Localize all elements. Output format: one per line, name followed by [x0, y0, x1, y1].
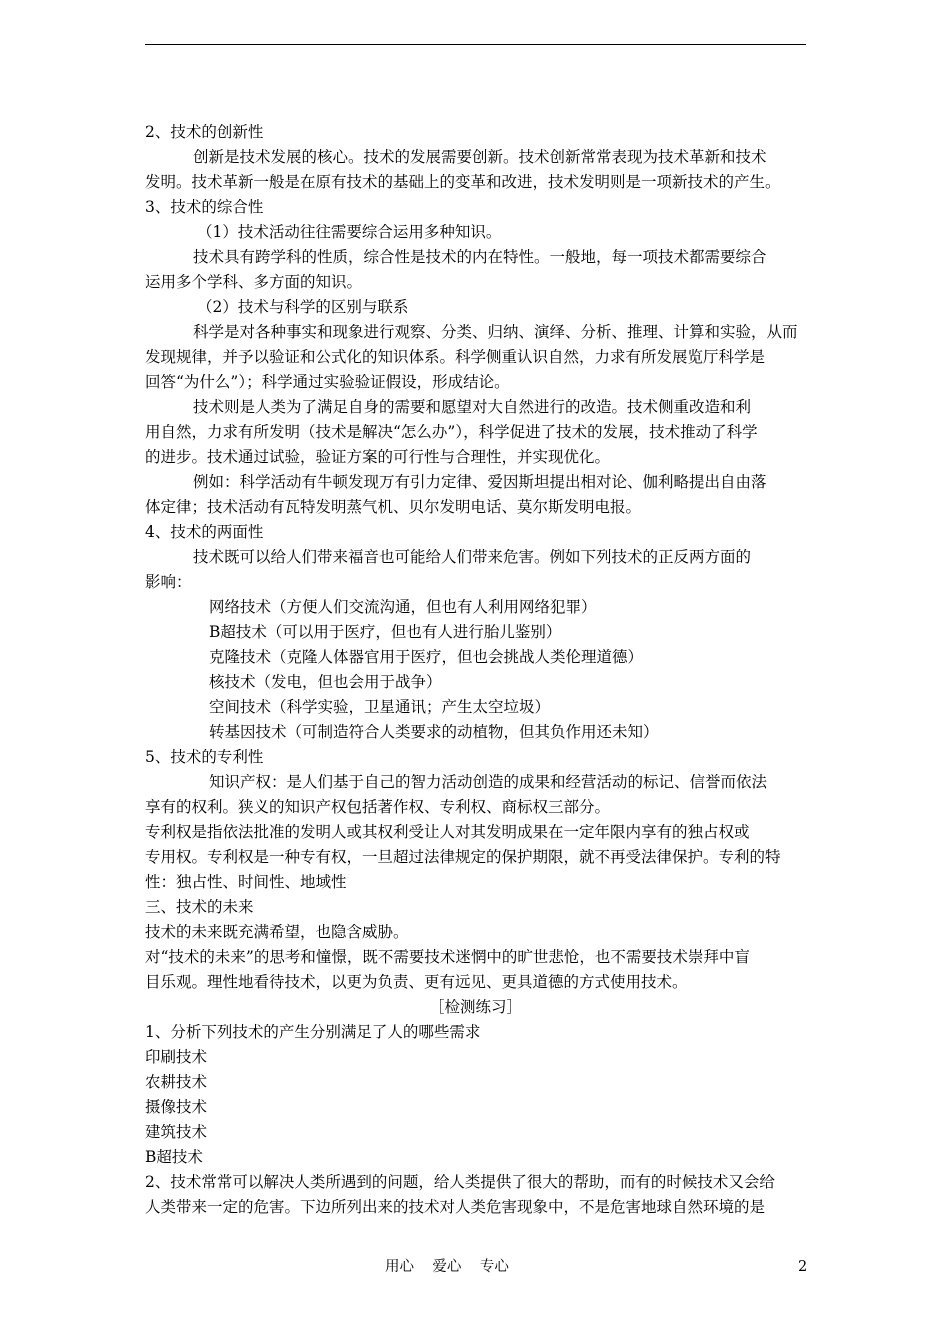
text-line: 回答“为什么”）；科学通过实验验证假设，形成结论。 — [145, 373, 510, 391]
text-line: B超技术 — [145, 1148, 203, 1166]
header-rule — [145, 44, 806, 45]
text-line: 建筑技术 — [145, 1123, 208, 1141]
text-line: 1、分析下列技术的产生分别满足了人的哪些需求 — [145, 1023, 481, 1041]
text-line: 摄像技术 — [145, 1098, 208, 1116]
text-line: 克隆技术（克隆人体器官用于医疗，但也会挑战人类伦理道德） — [209, 648, 644, 666]
text-line: 印刷技术 — [145, 1048, 208, 1066]
page-footer — [0, 1255, 950, 1279]
text-line: 核技术（发电，但也会用于战争） — [209, 673, 442, 691]
page-number: 2 — [798, 1259, 808, 1275]
text-line: 技术则是人类为了满足自身的需要和愿望对大自然进行的改造。技术侧重改造和利 — [193, 398, 752, 416]
text-line: 专利权是指依法批准的发明人或其权利受让人对其发明成果在一定年限内享有的独占权或 — [145, 823, 750, 841]
text-line: 享有的权利。狭义的知识产权包括著作权、专利权、商标权三部分。 — [145, 798, 611, 816]
text-line: 技术具有跨学科的性质，综合性是技术的内在特性。一般地，每一项技术都需要综合 — [193, 248, 767, 266]
text-line: B超技术（可以用于医疗，但也有人进行胎儿鉴别） — [209, 623, 562, 641]
text-line: 的进步。技术通过试验，验证方案的可行性与合理性，并实现优化。 — [145, 448, 611, 466]
text-line: 三、技术的未来 — [145, 898, 254, 916]
text-line: 发现规律，并予以验证和公式化的知识体系。科学侧重认识自然，力求有所发展览厅科学是 — [145, 348, 766, 366]
text-line: 3、技术的综合性 — [145, 198, 264, 216]
text-line: 2、技术常常可以解决人类所遇到的问题，给人类提供了很大的帮助，而有的时候技术又会给 — [145, 1173, 775, 1191]
text-line: （2）技术与科学的区别与联系 — [197, 298, 409, 316]
text-line: ［检测练习］ — [428, 998, 522, 1016]
text-line: 人类带来一定的危害。下边所列出来的技术对人类危害现象中，不是危害地球自然环境的是 — [145, 1198, 766, 1216]
document-body — [145, 120, 806, 1220]
text-line: 用自然，力求有所发明（技术是解决“怎么办”），科学促进了技术的发展，技术推动了科学 — [145, 423, 758, 441]
text-line: 转基因技术（可制造符合人类要求的动植物，但其负作用还未知） — [209, 723, 659, 741]
text-line: 网络技术（方便人们交流沟通，但也有人利用网络犯罪） — [209, 598, 597, 616]
text-line: 性：独占性、时间性、地域性 — [145, 873, 347, 891]
text-line: 4、技术的两面性 — [145, 523, 264, 541]
text-line: 专用权。专利权是一种专有权，一旦超过法律规定的保护期限，就不再受法律保护。专利的特 — [145, 848, 781, 866]
text-line: 体定律；技术活动有瓦特发明蒸气机、贝尔发明电话、莫尔斯发明电报。 — [145, 498, 642, 516]
text-line: 发明。技术革新一般是在原有技术的基础上的变革和改进，技术发明则是一项新技术的产生。 — [145, 173, 781, 191]
text-line: 目乐观。理性地看待技术，以更为负责、更有远见、更具道德的方式使用技术。 — [145, 973, 688, 991]
text-line: 对“技术的未来”的思考和憧憬，既不需要技术迷惘中的旷世悲怆，也不需要技术崇拜中盲 — [145, 948, 750, 966]
text-line: 空间技术（科学实验，卫星通讯；产生太空垃圾） — [209, 698, 551, 716]
text-line: 例如：科学活动有牛顿发现万有引力定律、爱因斯坦提出相对论、伽利略提出自由落 — [193, 473, 767, 491]
text-line: 技术的未来既充满希望，也隐含威胁。 — [145, 923, 409, 941]
text-line: 科学是对各种事实和现象进行观察、分类、归纳、演绎、分析、推理、计算和实验，从而 — [193, 323, 798, 341]
text-line: 运用多个学科、多方面的知识。 — [145, 273, 363, 291]
text-line: 影响： — [145, 573, 192, 591]
text-line: 创新是技术发展的核心。技术的发展需要创新。技术创新常常表现为技术革新和技术 — [193, 148, 767, 166]
text-line: （1）技术活动往往需要综合运用多种知识。 — [197, 223, 502, 241]
text-line: 农耕技术 — [145, 1073, 208, 1091]
text-line: 知识产权：是人们基于自己的智力活动创造的成果和经营活动的标记、信誉而依法 — [209, 773, 768, 791]
text-line: 技术既可以给人们带来福音也可能给人们带来危害。例如下列技术的正反两方面的 — [193, 548, 752, 566]
text-line: 5、技术的专利性 — [145, 748, 264, 766]
text-line: 2、技术的创新性 — [145, 123, 264, 141]
footer-motto: 用心 爱心 专心 — [385, 1259, 509, 1275]
